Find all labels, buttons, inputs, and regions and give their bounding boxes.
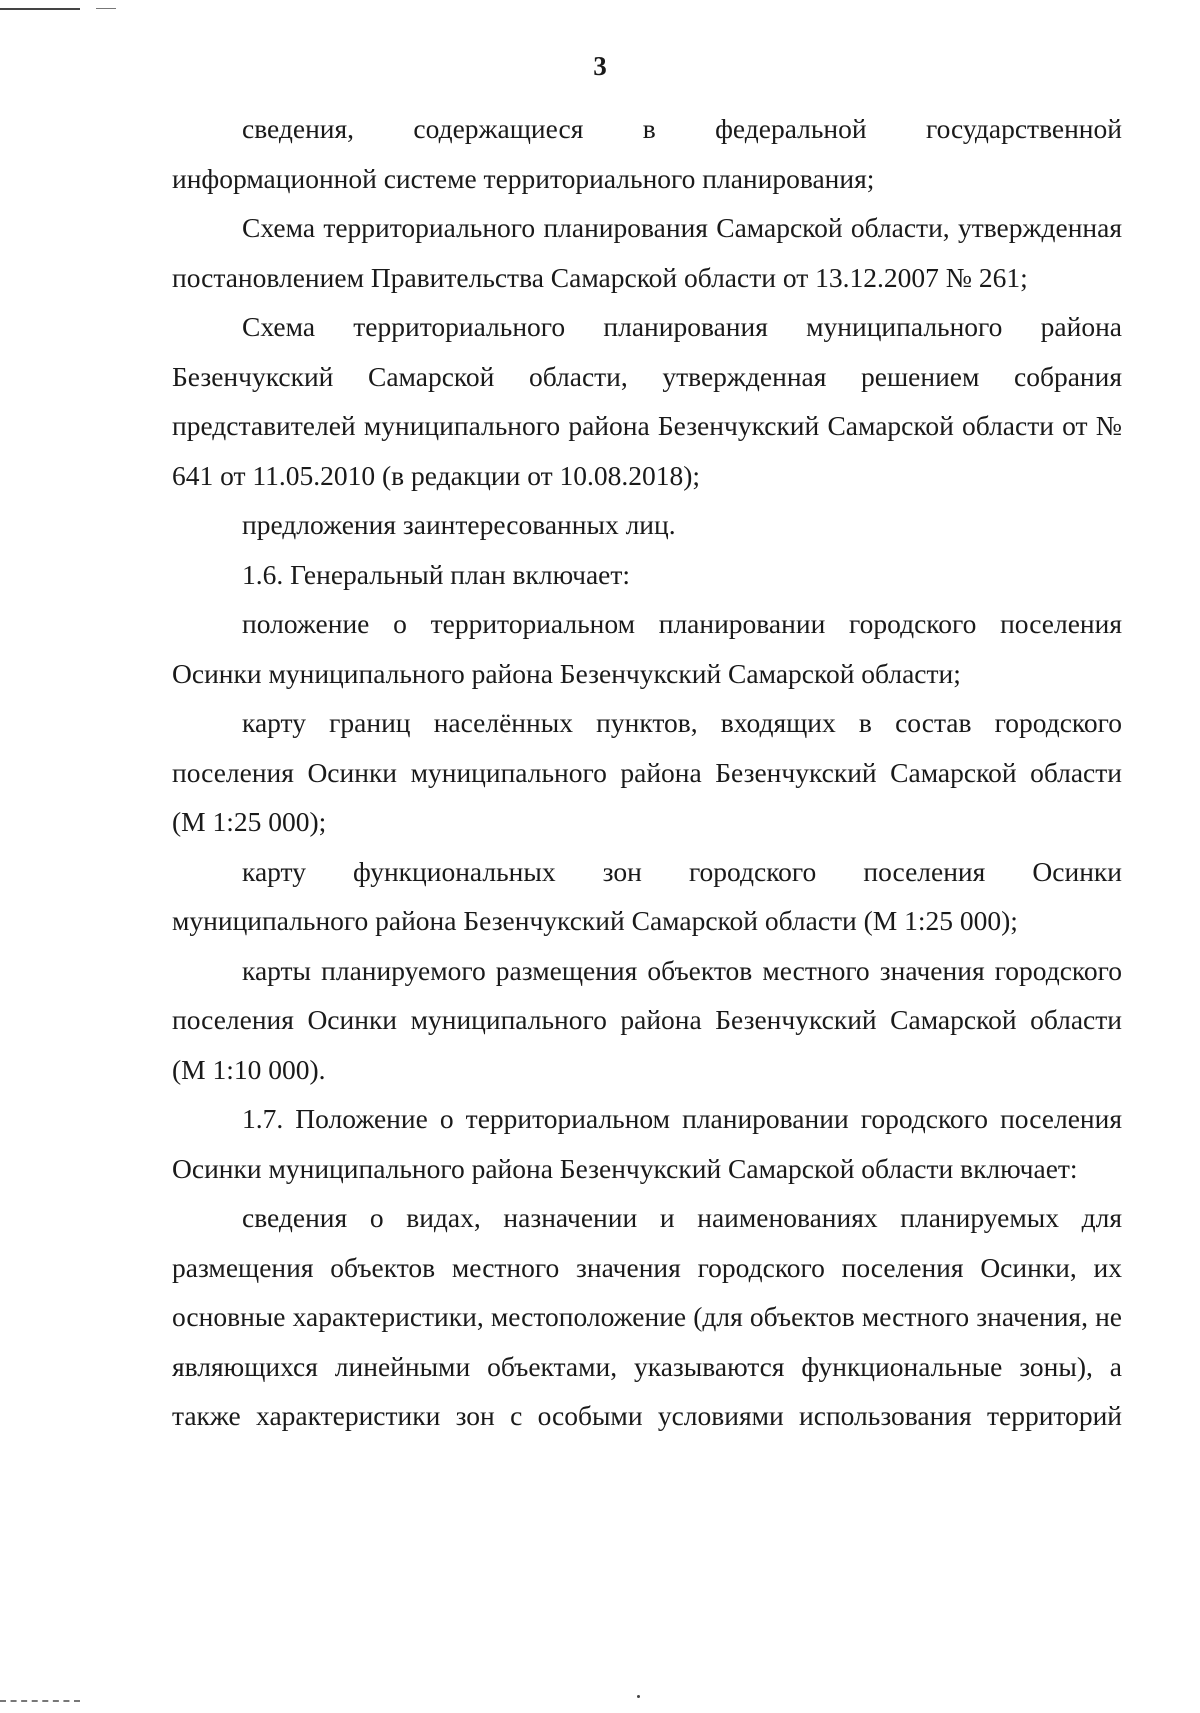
paragraph-functional-zones-map: карту функциональных зон городского поселения Осинки муниципального района Безенчукский Самарской области (М 1:25 000); [172, 855, 1122, 936]
paragraph-local-objects-maps: карты планируемого размещения объектов местного значения городского поселения Осинки муниципального района Безенчукский Самарской области (М 1:10 000). [172, 954, 1122, 1085]
section-1-7-paragraph: 1.7. Положение о территориальном планировании городского поселения Осинки муниципального района Безенчукский Самарской области включает: [172, 1103, 1122, 1184]
paragraph-district-scheme: Схема территориального планирования муниципального района Безенчукский Самарской области, утвержденная решением собрания представителей муниципального района Безенчукский Самарской области от № 641 от 11.05.2010 (в редакции от 10.08.2018); [172, 311, 1122, 491]
paragraph-boundaries-map: карту границ населённых пунктов, входящих в состав городского поселения Осинки муниципального района Безенчукский Самарской области (М 1:25 000); [172, 707, 1122, 837]
document-body [172, 104, 1122, 1441]
page-number: 3 [593, 51, 607, 81]
paragraph-planning-provision: положение о территориальном планировании городского поселения Осинки муниципального района Безенчукский Самарской области; [172, 608, 1122, 689]
paragraph-fgis-info: сведения, содержащиеся в федеральной государственной информационной системе территориального планирования; [172, 113, 1122, 194]
paragraph-regional-scheme: Схема территориального планирования Самарской области, утвержденная постановлением Правительства Самарской области от 13.12.2007 № 261; [172, 212, 1122, 293]
scan-edge-mark [96, 8, 116, 9]
paragraph-proposals: предложения заинтересованных лиц. [242, 509, 676, 540]
section-1-6-heading: 1.6. Генеральный план включает: [242, 558, 631, 590]
scan-edge-mark [0, 8, 80, 10]
scan-edge-mark [0, 1700, 80, 1702]
scan-speck [637, 1695, 640, 1698]
paragraph-objects-info: сведения о видах, назначении и наименованиях планируемых для размещения объектов местного значения городского поселения Осинки, их основные характеристики, местоположение (для объектов местного значения, не являющихся линейными объектами, указываются функциональные зоны), а также характеристики зон с особыми условиями использования территорий [172, 1202, 1122, 1431]
